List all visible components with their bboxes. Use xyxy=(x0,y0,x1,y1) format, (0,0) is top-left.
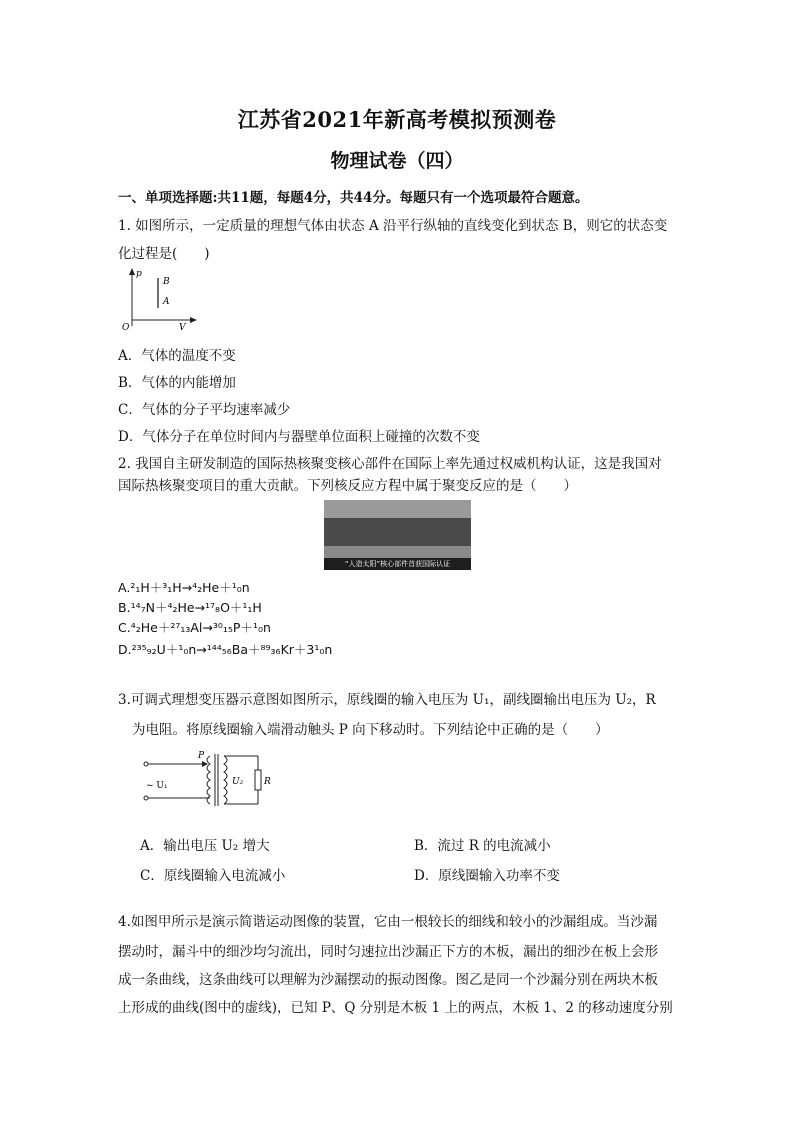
q1-stem-line-2: 化过程是( ) xyxy=(118,246,210,262)
transformer-diagram xyxy=(140,748,270,814)
q1-option-a: A．气体的温度不变 xyxy=(118,348,236,364)
photo-caption: “人造太阳”核心部件首获国际认证 xyxy=(324,558,471,570)
resistor xyxy=(255,770,261,790)
exam-subtitle: 物理试卷（四） xyxy=(330,150,464,172)
q4-stem-line-1: 4.如图甲所示是演示简谐运动图像的装置，它由一根较长的细线和较小的沙漏组成。当沙漏 xyxy=(118,914,658,930)
u1-label: ~ U₁ xyxy=(146,781,168,791)
q1-option-c: C．气体的分子平均速率减少 xyxy=(118,402,291,418)
origin-label: O xyxy=(122,323,130,333)
pv-graph xyxy=(118,266,202,332)
q4-stem-line-4: 上形成的曲线(图中的虚线)，已知 P、Q 分别是木板 1 上的两点，木板 1、2 的移动速度分别 xyxy=(118,1000,673,1016)
v-axis-label: V xyxy=(179,323,186,333)
q2-stem-line-1: 2. 我国自主研发制造的国际热核聚变核心部件在国际上率先通过权威机构认证，这是我国对 xyxy=(118,456,662,472)
q4-stem-line-2: 摆动时，漏斗中的细沙均匀流出，同时匀速拉出沙漏正下方的木板，漏出的细沙在板上会形 xyxy=(118,944,658,960)
v-axis-arrow-icon xyxy=(190,317,197,323)
r-label: R xyxy=(264,777,271,787)
q2-option-b: B.¹⁴₇N＋⁴₂He→¹⁷₈O＋¹₁H xyxy=(118,600,262,615)
q2-option-a: A.²₁H＋³₁H→⁴₂He＋¹₀n xyxy=(118,580,250,595)
exam-title: 江苏省2021年新高考模拟预测卷 xyxy=(237,107,557,132)
q1-option-b: B．气体的内能增加 xyxy=(118,375,236,391)
fusion-component-photo xyxy=(324,500,471,570)
q1-option-d: D．气体分子在单位时间内与器壁单位面积上碰撞的次数不变 xyxy=(118,429,480,445)
q3-stem-line-1: 3.可调式理想变压器示意图如图所示，原线圈的输入电压为 U₁，副线圈输出电压为 U₂，R xyxy=(118,692,656,708)
input-terminal-bottom xyxy=(144,796,148,800)
point-b-label: B xyxy=(163,277,170,287)
q3-option-b: B．流过 R 的电流减小 xyxy=(414,838,551,854)
input-terminal-top xyxy=(144,762,148,766)
section-heading: 一、单项选择题:共11题，每题4分，共44分。每题只有一个选项最符合题意。 xyxy=(118,190,589,206)
slider-p-label: P xyxy=(198,751,205,761)
q3-option-c: C．原线圈输入电流减小 xyxy=(140,868,286,884)
u2-label: U₂ xyxy=(232,777,244,787)
q3-option-d: D．原线圈输入功率不变 xyxy=(414,868,560,884)
q2-option-c: C.⁴₂He＋²⁷₁₃Al→³⁰₁₅P＋¹₀n xyxy=(118,620,271,635)
q1-stem-line-1: 1. 如图所示，一定质量的理想气体由状态 A 沿平行纵轴的直线变化到状态 B，则它的状态变 xyxy=(118,218,668,234)
q3-stem-line-2: 为电阻。将原线圈输入端滑动触头 P 向下移动时。下列结论中正确的是（ ） xyxy=(132,722,609,738)
q3-option-a: A．输出电压 U₂ 增大 xyxy=(140,838,270,854)
secondary-coil xyxy=(224,756,227,804)
p-axis-arrow-icon xyxy=(129,268,135,275)
p-axis-label: p xyxy=(136,269,142,279)
q2-stem-line-2: 国际热核聚变项目的重大贡献。下列核反应方程中属于聚变反应的是（ ） xyxy=(118,478,577,494)
q4-stem-line-3: 成一条曲线，这条曲线可以理解为沙漏摆动的振动图像。图乙是同一个沙漏分别在两块木板 xyxy=(118,972,658,988)
primary-coil xyxy=(207,756,210,804)
point-a-label: A xyxy=(163,297,170,307)
q2-option-d: D.²³⁵₉₂U＋¹₀n→¹⁴⁴₅₆Ba＋⁸⁹₃₆Kr＋3¹₀n xyxy=(118,642,333,657)
